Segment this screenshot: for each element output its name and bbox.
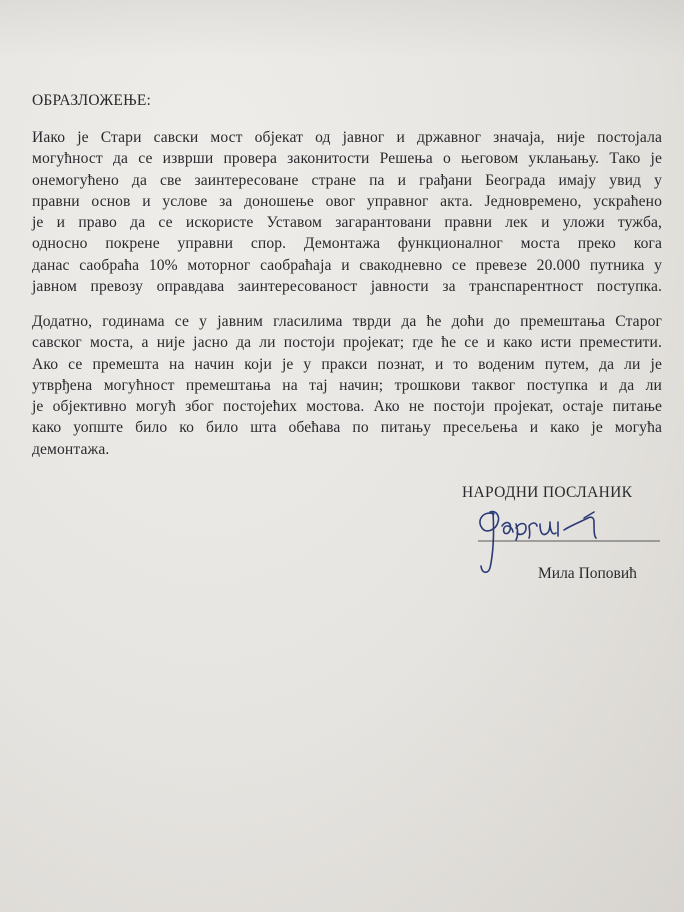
paragraph-line: Ако се премешта на начин који је у пракси познат, и то воденим путем, да ли је (32, 355, 662, 373)
paragraph-line: савског моста, а није јасно да ли постоји пројекат; где ће се и како исти преместити. (32, 334, 662, 352)
paragraph-line: утврђена могућност премештања на тај начин; трошкови таквог поступка и да ли (32, 376, 662, 394)
paragraph-line: је и право да се искористе Уставом загарантовани правни лек и уложи тужба, (32, 214, 662, 232)
paper-shadow (0, 0, 684, 60)
paragraph-line: правни основ и услове за доношење овог управног акта. Једновремено, ускраћено (32, 192, 662, 210)
paragraph-line: демонтажа. (32, 440, 110, 458)
paragraph-line: онемогућено да све заинтересоване стране па и грађани Београда имају увид у (32, 171, 662, 189)
paragraph-line: могућност да се изврши провера законитости Решења о његовом уклањању. Тако је (32, 150, 662, 168)
paragraph-line: данас саобраћа 10% моторног саобраћаја и свакодневно се превезе 20.000 путника у (32, 256, 662, 274)
paragraph-line: Иако је Стари савски мост објекат од јавног и државног значаја, није постојала (32, 129, 662, 146)
paragraph-line: јавном превозу оправдава заинтересованост јавности за транспарентност поступка. (32, 278, 662, 296)
signature-strokes (480, 512, 596, 573)
paragraph-rationale (32, 127, 662, 297)
paragraph-line: односно покрене управни спор. Демонтажа функционалног моста преко кога (32, 235, 662, 253)
signature-title: НАРОДНИ ПОСЛАНИК (462, 484, 633, 501)
paragraph-relocation (32, 311, 662, 460)
paragraph-line: Додатно, годинама се у јавним гласилима тврди да ће доћи до премештања Старог (32, 313, 662, 330)
signature-name: Мила Поповић (538, 565, 637, 582)
paragraph-line: како уопште било ко било шта обећава по питању пресељења и како је могућа (32, 419, 662, 437)
document-heading: ОБРАЗЛОЖЕЊЕ: (32, 92, 151, 109)
paragraph-line: је објективно могућ због постојећих мостова. Ако не постоји пројекат, остаје питање (32, 398, 662, 416)
